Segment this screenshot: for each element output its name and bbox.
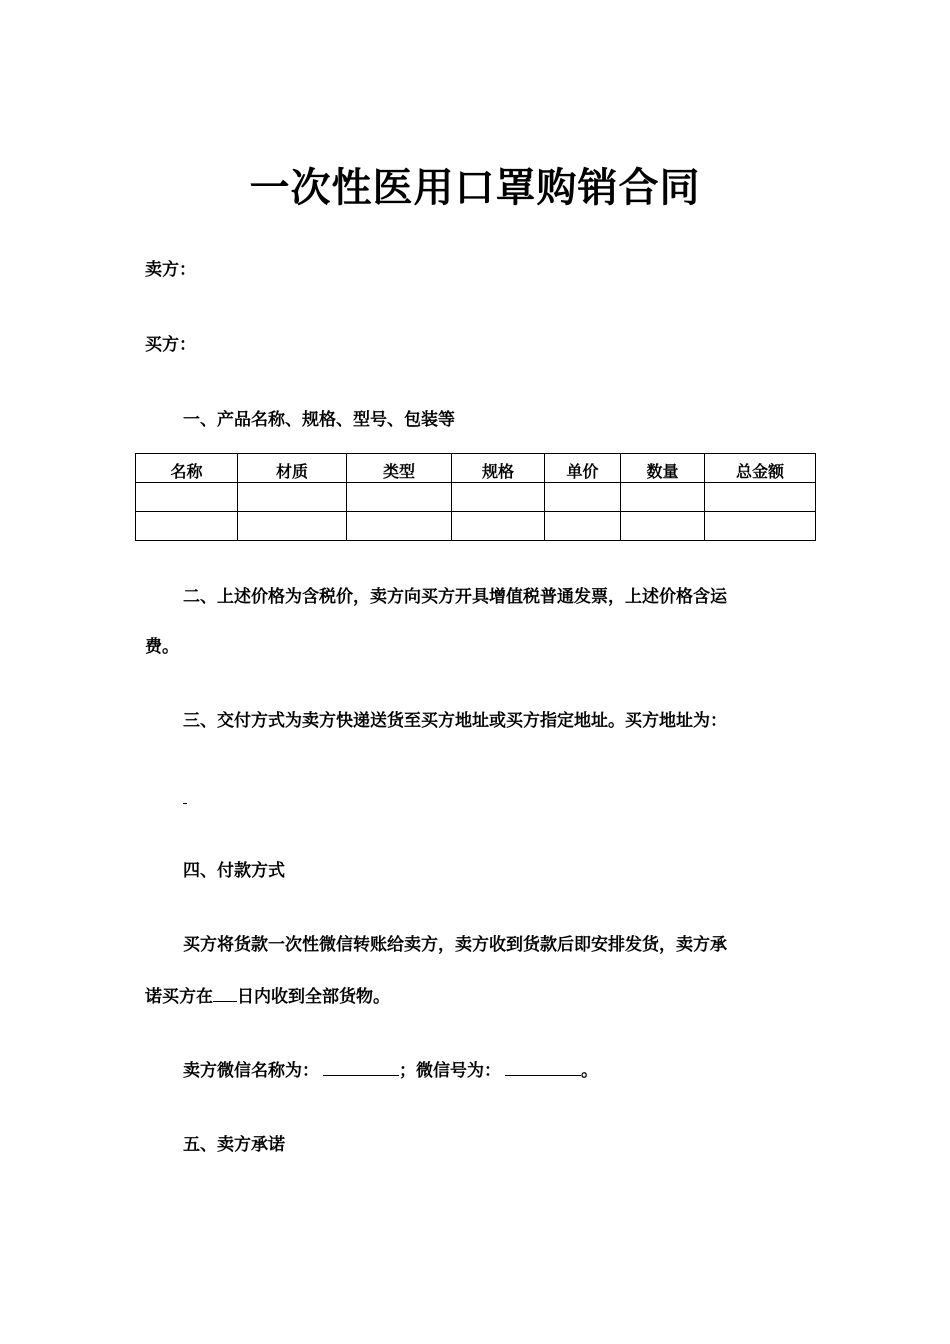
wechat-id-label: 微信号为： (416, 1061, 501, 1081)
section-5-heading: 五、卖方承诺 (183, 1135, 285, 1155)
wechat-info-line (183, 1059, 598, 1082)
wechat-id-blank[interactable] (505, 1059, 581, 1076)
delivery-text-before: 诺买方在 (145, 987, 213, 1007)
table-cell (347, 483, 452, 512)
table-cell (238, 512, 347, 541)
page-title: 一次性医用口罩购销合同 (249, 165, 701, 211)
table-cell (545, 483, 621, 512)
product-table (135, 453, 816, 541)
table-cell (621, 512, 705, 541)
table-cell (452, 483, 545, 512)
section-2-line-1: 二、上述价格为含税价，卖方向买方开具增值税普通发票，上述价格含运 (183, 587, 727, 607)
section-4-paragraph-line-1: 买方将货款一次性微信转账给卖方，卖方收到货款后即安排发货，卖方承 (183, 935, 727, 955)
seller-label: 卖方： (145, 260, 196, 280)
delivery-text-after: 日内收到全部货物。 (237, 987, 390, 1007)
table-row (136, 512, 816, 541)
table-header-cell: 类型 (347, 454, 452, 483)
table-header-cell: 总金额 (705, 454, 816, 483)
table-cell (136, 512, 238, 541)
table-header-cell: 名称 (136, 454, 238, 483)
table-cell (238, 483, 347, 512)
table-header-cell: 规格 (452, 454, 545, 483)
delivery-days-blank[interactable] (213, 985, 237, 1002)
table-cell (621, 483, 705, 512)
table-cell (452, 512, 545, 541)
table-cell (347, 512, 452, 541)
table-cell (545, 512, 621, 541)
section-1-heading: 一、产品名称、规格、型号、包装等 (183, 410, 455, 430)
table-cell (705, 512, 816, 541)
section-2-line-2: 费。 (145, 637, 179, 657)
table-cell (136, 483, 238, 512)
table-header-cell: 材质 (238, 454, 347, 483)
wechat-name-blank[interactable] (323, 1059, 399, 1076)
table-cell (705, 483, 816, 512)
table-row (136, 483, 816, 512)
section-3-line-1: 三、交付方式为卖方快递送货至买方地址或买方指定地址。买方地址为： (183, 711, 727, 731)
table-header-row (136, 454, 816, 483)
wechat-separator: ； (399, 1061, 416, 1081)
wechat-name-label: 卖方微信名称为： (183, 1061, 319, 1081)
section-4-paragraph-line-2 (145, 985, 390, 1008)
address-blank-mark (183, 803, 187, 804)
wechat-end: 。 (581, 1061, 598, 1081)
buyer-label: 买方： (145, 335, 196, 355)
section-4-heading: 四、付款方式 (183, 861, 285, 881)
table-header-cell: 数量 (621, 454, 705, 483)
table-header-cell: 单价 (545, 454, 621, 483)
